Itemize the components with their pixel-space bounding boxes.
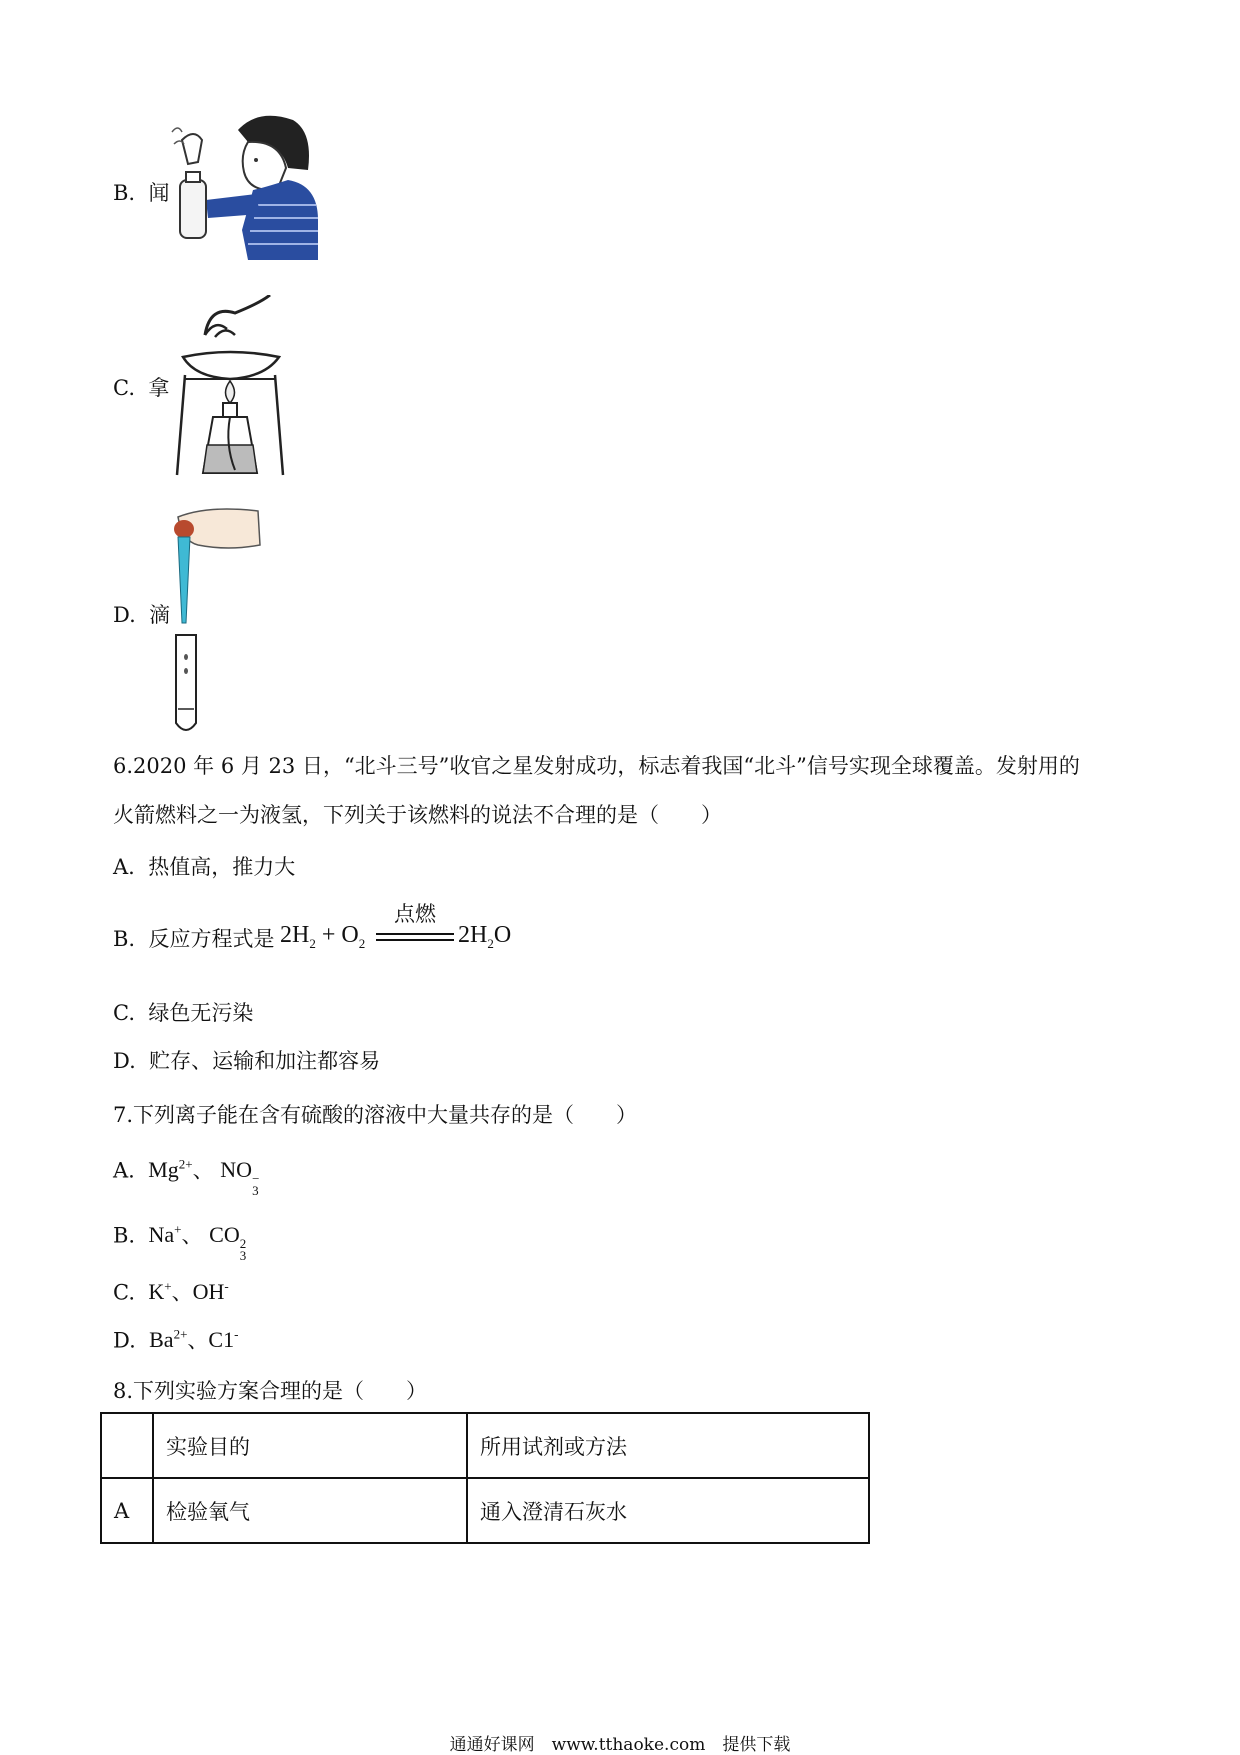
q6-option-a xyxy=(113,857,295,878)
ion-charge: + xyxy=(174,1222,182,1237)
option-label: D. xyxy=(113,1049,136,1073)
separator: 、 xyxy=(192,1158,214,1183)
combustion-equation xyxy=(280,922,365,952)
option-text: 闻 xyxy=(148,181,170,205)
q6-stem-line2: 火箭燃料之一为液氢，下列关于该燃料的说法不合理的是（ ） xyxy=(113,803,722,827)
option-label: C. xyxy=(113,376,135,400)
ion-2 xyxy=(208,1327,238,1352)
equals-line-bottom xyxy=(376,939,454,941)
ion-symbol: NO xyxy=(220,1157,253,1183)
separator: 、 xyxy=(181,1223,203,1248)
option-label: D. xyxy=(113,603,136,627)
ion-charge: 2+ xyxy=(173,1327,188,1342)
ion-charge: 2 xyxy=(239,1236,247,1252)
experiment-table xyxy=(100,1412,870,1544)
ion-1 xyxy=(148,1279,171,1304)
table-cell: 通入澄清石灰水 xyxy=(467,1478,869,1543)
page-footer: 通通好课网 www.tthaoke.com 提供下载 xyxy=(449,1735,791,1755)
option-label: C. xyxy=(113,1001,135,1025)
ion-2 xyxy=(209,1222,247,1264)
separator: 、 xyxy=(171,1280,193,1305)
ion-charge: − xyxy=(252,1171,260,1187)
eq-reactant-h: 2H xyxy=(280,922,310,948)
ion-1 xyxy=(148,1157,192,1182)
table-cell: A xyxy=(101,1478,153,1543)
ion-2 xyxy=(193,1279,229,1304)
eq-sub: 2 xyxy=(358,935,366,951)
q6-stem-line1: 6.2020 年 6 月 23 日，“北斗三号”收官之星发射成功，标志着我国“北斗”信号实现全球覆盖。发射用的 xyxy=(113,754,1080,778)
option-label: C. xyxy=(113,1280,135,1305)
ion-symbol: CO xyxy=(209,1222,240,1248)
eq-sub: 2 xyxy=(309,935,316,951)
eq-reactant-o: O xyxy=(341,922,359,948)
ion-subscript: 3 xyxy=(252,1183,259,1199)
dropper-test-tube-illustration xyxy=(168,505,263,735)
q6-option-c xyxy=(113,1003,253,1024)
q7-option-a xyxy=(113,1158,259,1197)
eq-product-o: O xyxy=(493,922,512,948)
q7-option-d xyxy=(113,1328,238,1351)
option-text: 反应方程式是 xyxy=(148,927,275,951)
q6-option-d xyxy=(113,1051,380,1072)
option-label: B. xyxy=(113,181,136,205)
ion-2 xyxy=(220,1157,260,1199)
table-header-cell: 所用试剂或方法 xyxy=(467,1413,869,1478)
ion-charge: - xyxy=(234,1327,239,1342)
q5-option-c xyxy=(113,378,169,399)
ion-symbol: Na xyxy=(148,1222,175,1248)
ion-1 xyxy=(149,1327,187,1352)
ion-1 xyxy=(148,1222,181,1247)
eq-sub: 2 xyxy=(487,935,494,951)
option-text: 绿色无污染 xyxy=(148,1001,254,1025)
ion-symbol: Ba xyxy=(149,1327,174,1353)
option-text: 贮存、运输和加注都容易 xyxy=(149,1049,381,1073)
q6-option-b xyxy=(113,929,274,950)
q7-stem: 7.下列离子能在含有硫酸的溶液中大量共存的是（ ） xyxy=(113,1103,638,1127)
reaction-condition: 点燃 xyxy=(394,902,436,926)
eq-plus: + xyxy=(321,922,336,948)
ion-symbol: OH xyxy=(192,1279,225,1305)
ion-charge: + xyxy=(164,1279,172,1294)
table-header-row xyxy=(101,1413,869,1478)
option-label: B. xyxy=(113,927,136,951)
smell-bottle-illustration xyxy=(168,110,328,260)
ion-charge: - xyxy=(224,1279,229,1294)
eq-product xyxy=(458,922,511,952)
option-label: B. xyxy=(113,1223,136,1248)
ion-symbol: K xyxy=(148,1279,165,1305)
option-label: A. xyxy=(113,1158,135,1183)
option-text: 滴 xyxy=(149,603,171,627)
separator: 、 xyxy=(187,1328,209,1353)
table-cell: 检验氧气 xyxy=(153,1478,467,1543)
q7-option-c xyxy=(113,1280,229,1303)
option-text: 热值高，推力大 xyxy=(148,855,296,879)
table-header-cell: 实验目的 xyxy=(153,1413,467,1478)
q5-option-d xyxy=(113,605,170,626)
q7-option-b xyxy=(113,1223,246,1262)
equals-line-top xyxy=(376,933,454,935)
q8-stem: 8.下列实验方案合理的是（ ） xyxy=(113,1379,428,1403)
eq-product-h: 2H xyxy=(458,922,488,948)
ion-subscript: 3 xyxy=(239,1248,247,1264)
option-label: A. xyxy=(113,855,135,879)
ion-charge: 2+ xyxy=(178,1157,193,1172)
option-label: D. xyxy=(113,1328,136,1353)
table-header-cell xyxy=(101,1413,153,1478)
ion-symbol: C1 xyxy=(208,1327,235,1353)
table-row xyxy=(101,1478,869,1543)
evaporating-dish-illustration xyxy=(175,295,285,480)
option-text: 拿 xyxy=(148,376,170,400)
q5-option-b xyxy=(113,183,169,204)
ion-symbol: Mg xyxy=(148,1157,179,1183)
